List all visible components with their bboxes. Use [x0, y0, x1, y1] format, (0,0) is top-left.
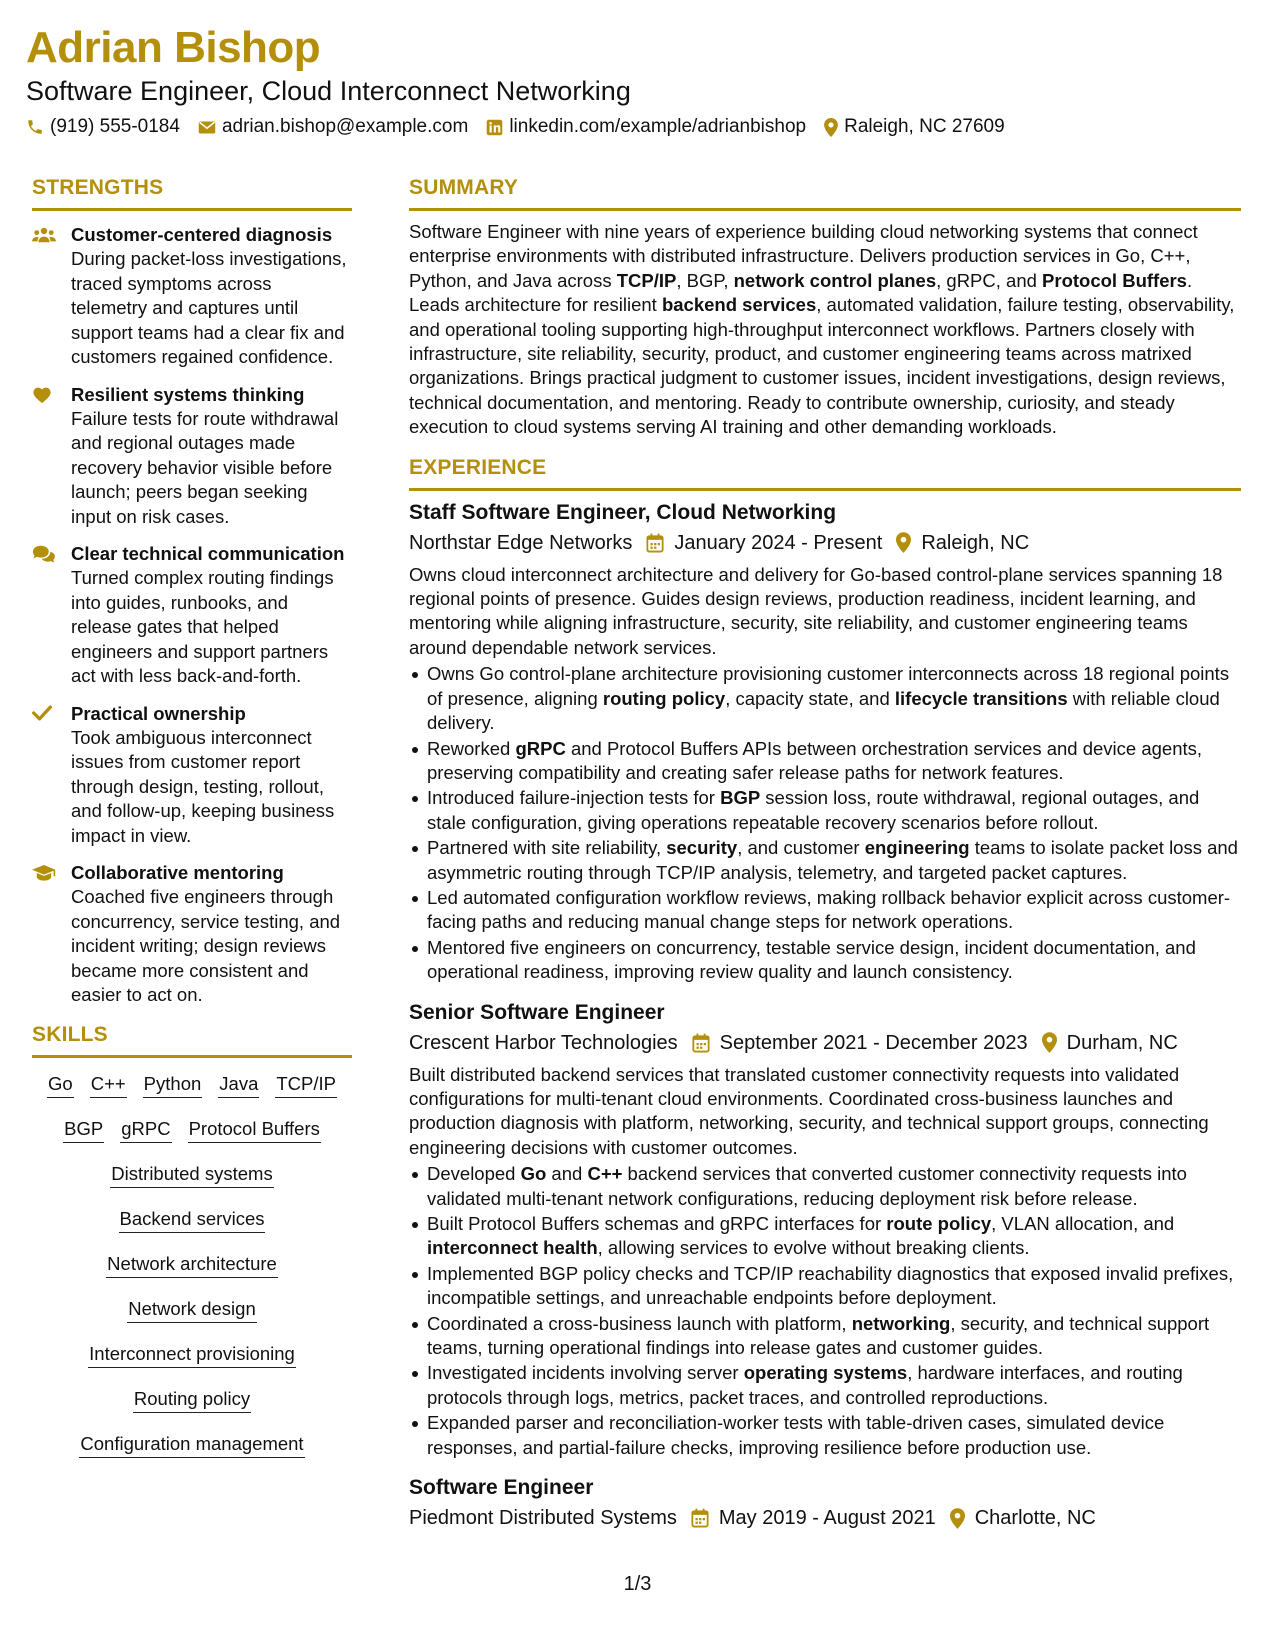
bullet-item: Built Protocol Buffers schemas and gRPC interfaces for route policy, VLAN allocation, and interconnect health, allowing services to evolve without breaking clients. — [409, 1212, 1241, 1261]
skill-tag: TCP/IP — [275, 1072, 337, 1098]
strengths-heading: STRENGTHS — [32, 174, 352, 211]
job-company — [409, 1503, 677, 1533]
dates-text: May 2019 - August 2021 — [718, 1507, 936, 1530]
job-meta — [409, 528, 1241, 558]
strength-desc: Took ambiguous interconnect issues from customer report through design, testing, rollout, and follow-up, keeping business impact in view. — [71, 726, 335, 846]
job-description: Owns cloud interconnect architecture and delivery for Go-based control-plane services spanning 18 regional points of presence. Guides design reviews, production readiness, incident learning, and mentoring while aligning infrastructure, security, site reliability, and customer engineering teams around dependable network services. — [409, 563, 1223, 658]
strength-title: Clear technical communication — [71, 543, 345, 564]
page-number: 1/3 — [623, 1573, 652, 1595]
skill-row — [32, 1342, 352, 1368]
job-company — [409, 528, 632, 558]
map-pin-icon — [950, 1508, 965, 1529]
job-title: Software Engineer — [409, 1476, 594, 1500]
skill-tag: Network architecture — [106, 1252, 278, 1278]
location-text: Durham, NC — [1066, 1031, 1178, 1054]
skill-tag: Python — [143, 1072, 203, 1098]
strength-desc: During packet-loss investigations, traced symptoms across telemetry and captures until support teams had a clear fix and customers regained confidence. — [71, 248, 347, 367]
strength-title: Resilient systems thinking — [71, 383, 305, 405]
strengths-list — [32, 223, 352, 1008]
location-text: Raleigh, NC — [921, 531, 1030, 554]
job-meta — [409, 1028, 1241, 1058]
strength-title: Practical ownership — [71, 702, 246, 724]
bullet-item: Led automated configuration workflow reviews, making rollback behavior explicit across customer-facing paths and reducing manual change steps for network operations. — [409, 886, 1241, 935]
check-icon — [32, 702, 71, 849]
skill-tag: BGP — [63, 1117, 104, 1143]
skill-row — [32, 1072, 352, 1098]
job-entry — [409, 1474, 1241, 1533]
skill-tag: Protocol Buffers — [188, 1117, 321, 1143]
bullet-item: Owns Go control-plane architecture provisioning customer interconnects across 18 regional points of presence, aligning routing policy, capacity state, and lifecycle transitions with reliable cloud delivery. — [409, 662, 1241, 735]
strength-body — [71, 383, 352, 530]
company-name: Crescent Harbor Technologies — [409, 1031, 678, 1054]
bullet-item: Expanded parser and reconciliation-worker tests with table-driven cases, simulated device responses, and partial-failure checks, improving resilience before production use. — [409, 1411, 1241, 1460]
map-pin-icon — [1042, 1032, 1057, 1053]
strength-desc: Turned complex routing findings into guides, runbooks, and release gates that helped engineers and support partners act with less back-and-forth. — [71, 567, 334, 686]
bullet-item: Coordinated a cross-business launch with platform, networking, security, and technical support teams, turning operational findings into release gates and customer guides. — [409, 1312, 1241, 1361]
skill-row — [32, 1117, 352, 1143]
job-entry — [409, 999, 1241, 1461]
job-dates — [692, 1028, 1028, 1058]
job-description: Built distributed backend services that translated customer connectivity requests into validated configurations for multi-tenant cloud environments. Coordinated cross-business launches and production diagnosis with platform, networking, security, and technical support groups, connecting engineering decisions with customer outcomes. — [409, 1063, 1209, 1158]
strength-item — [32, 861, 352, 1008]
location-text: Charlotte, NC — [974, 1507, 1096, 1530]
right-column — [409, 174, 1241, 1533]
strength-body — [71, 861, 352, 1008]
skill-row — [32, 1252, 352, 1278]
dates-text: September 2021 - December 2023 — [719, 1031, 1028, 1054]
job-title: Staff Software Engineer, Cloud Networking — [409, 500, 837, 524]
job-meta — [409, 1503, 1241, 1533]
bullet-item: Partnered with site reliability, security, and customer engineering teams to isolate packet loss and asymmetric routing through TCP/IP analysis, telemetry, and targeted packet captures. — [409, 836, 1241, 885]
linkedin-icon — [486, 119, 503, 136]
strength-body — [71, 542, 352, 689]
job-title: Senior Software Engineer — [409, 1000, 665, 1024]
skill-tag: Backend services — [119, 1207, 266, 1233]
candidate-name: Adrian Bishop — [26, 23, 321, 72]
skill-tag: Java — [218, 1072, 259, 1098]
company-name: Piedmont Distributed Systems — [409, 1507, 677, 1530]
strength-item — [32, 542, 352, 689]
skill-row — [32, 1297, 352, 1323]
strength-body — [71, 702, 352, 849]
calendar-icon — [692, 1033, 710, 1053]
skill-tag: gRPC — [120, 1117, 171, 1143]
skill-tag: C++ — [90, 1072, 127, 1098]
bullet-item: Investigated incidents involving server operating systems, hardware interfaces, and routing protocols through logs, metrics, packet traces, and controlled reproductions. — [409, 1361, 1241, 1410]
skill-tag: Routing policy — [133, 1387, 251, 1413]
dates-text: January 2024 - Present — [674, 531, 883, 554]
users-icon — [32, 223, 71, 370]
candidate-role: Software Engineer, Cloud Interconnect Networking — [26, 76, 631, 106]
skill-tag: Go — [47, 1072, 74, 1098]
skill-row — [32, 1387, 352, 1413]
map-pin-icon — [824, 118, 838, 137]
strength-item — [32, 702, 352, 849]
summary-heading: SUMMARY — [409, 174, 1241, 211]
bullet-item: Implemented BGP policy checks and TCP/IP reachability diagnostics that exposed invalid prefixes, incompatible settings, and unreachable endpoints before deployment. — [409, 1262, 1241, 1311]
job-dates — [646, 528, 882, 558]
envelope-icon — [198, 120, 216, 135]
skill-row — [32, 1162, 352, 1188]
job-location — [950, 1503, 1096, 1533]
strength-desc: Coached five engineers through concurrency, service testing, and incident writing; design reviews became more consistent and easier to act on. — [71, 886, 341, 1005]
skill-row — [32, 1207, 352, 1233]
strength-desc: Failure tests for route withdrawal and regional outages made recovery behavior visible before launch; peers began seeking input on risk cases. — [71, 407, 339, 527]
job-entry — [409, 499, 1241, 985]
comments-icon — [32, 542, 71, 689]
bullet-item: Mentored five engineers on concurrency, testable service design, incident documentation, and operational readiness, improving review quality and launch consistency. — [409, 936, 1241, 985]
experience-list — [409, 499, 1241, 1533]
skill-tag: Distributed systems — [110, 1162, 273, 1188]
contact-linkedin[interactable] — [486, 114, 806, 140]
bullet-item: Introduced failure-injection tests for BGP session loss, route withdrawal, regional outages, and stale configuration, giving operations repeatable recovery scenarios before rollout. — [409, 786, 1241, 835]
job-bullets — [409, 1162, 1241, 1460]
strength-item — [32, 383, 352, 530]
phone-icon — [26, 118, 44, 136]
company-name: Northstar Edge Networks — [409, 531, 633, 554]
left-column — [32, 174, 352, 1458]
phone-text: (919) 555-0184 — [50, 116, 180, 137]
email-text[interactable]: adrian.bishop@example.com — [221, 116, 469, 137]
strength-title: Customer-centered diagnosis — [71, 224, 333, 245]
skills-list — [32, 1072, 352, 1458]
strength-title: Collaborative mentoring — [71, 862, 284, 883]
contact-bar — [26, 114, 1246, 140]
job-company — [409, 1028, 678, 1058]
resume-header — [26, 22, 1246, 140]
strength-body — [71, 223, 352, 370]
calendar-icon — [691, 1508, 709, 1528]
job-dates — [691, 1503, 936, 1533]
contact-email[interactable] — [198, 114, 468, 140]
skill-tag: Interconnect provisioning — [88, 1342, 296, 1368]
skill-row — [32, 1432, 352, 1458]
strength-item — [32, 223, 352, 370]
heart-icon — [32, 383, 71, 530]
location-text: Raleigh, NC 27609 — [844, 116, 1005, 137]
bullet-item: Reworked gRPC and Protocol Buffers APIs between orchestration services and device agents, preserving compatibility and creating safer release paths for network features. — [409, 737, 1241, 786]
job-location — [896, 528, 1029, 558]
job-bullets — [409, 662, 1241, 984]
skill-tag: Configuration management — [79, 1432, 304, 1458]
linkedin-text[interactable]: linkedin.com/example/adrianbishop — [509, 116, 807, 137]
bullet-item: Developed Go and C++ backend services that converted customer connectivity requests into validated multi-tenant network configurations, reducing deployment risk before release. — [409, 1162, 1241, 1211]
job-location — [1042, 1028, 1178, 1058]
summary-text: Software Engineer with nine years of experience building cloud networking systems that connect enterprise environments with distributed infrastructure. Delivers production services in Go, C++, Python, and Java across TCP/IP, BGP, network control planes, gRPC, and Protocol Buffers. Leads architecture for resilient backend services, automated validation, failure testing, observability, and operational tooling supporting high-throughput interconnect workflows. Partners closely with infrastructure, site reliability, security, product, and customer engineering teams across matrixed organizations. Brings practical judgment to customer issues, incident investigations, design reviews, technical documentation, and mentoring. Ready to contribute ownership, curiosity, and steady execution to cloud systems serving AI training and other demanding workloads. — [409, 221, 1235, 438]
experience-heading: EXPERIENCE — [409, 454, 1241, 491]
map-pin-icon — [896, 532, 911, 553]
skill-tag: Network design — [127, 1297, 257, 1323]
contact-phone — [26, 114, 180, 140]
skills-heading: SKILLS — [32, 1021, 352, 1058]
contact-location — [824, 114, 1005, 140]
calendar-icon — [646, 533, 664, 553]
graduation-cap-icon — [32, 861, 71, 1008]
